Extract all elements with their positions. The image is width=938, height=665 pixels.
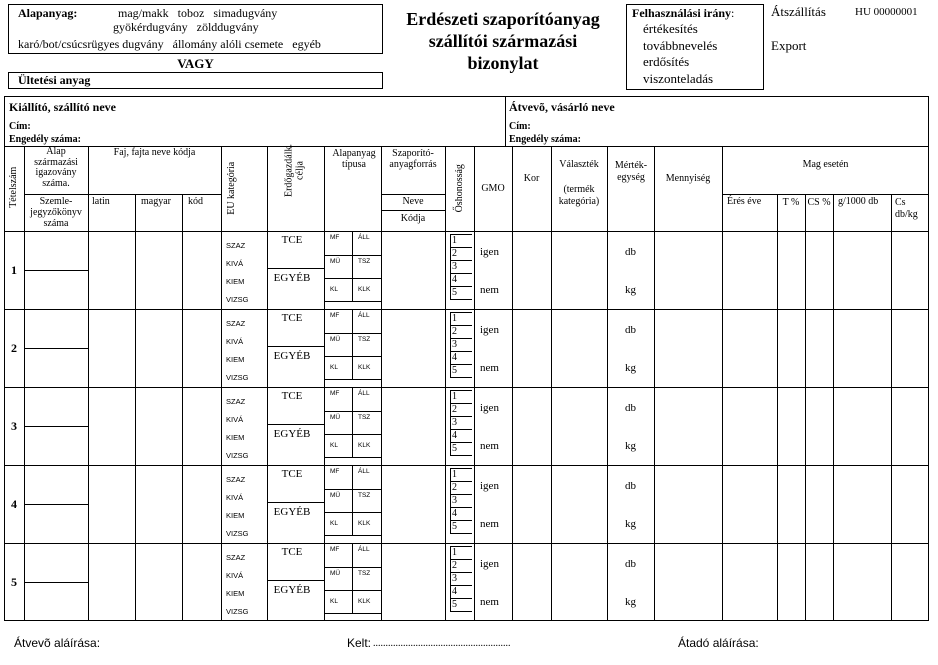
egyeb-option[interactable]: EGYÉB xyxy=(273,584,311,596)
cim-right: Cím: xyxy=(509,121,531,132)
alapanyag-tipus-option[interactable]: ÁLL xyxy=(358,546,370,553)
export-label: Export xyxy=(771,38,807,53)
eu-option[interactable]: KIEM xyxy=(226,355,245,364)
eu-option[interactable]: SZAZ xyxy=(226,319,246,328)
alapanyag-tipus-option[interactable]: MF xyxy=(330,468,340,475)
kiallito-label: Kiállító, szállító neve xyxy=(9,100,116,114)
alapanyag-tipus-option[interactable]: KLK xyxy=(358,364,371,371)
atado-alairasa: Átadó aláírása: xyxy=(678,636,759,650)
atszallitas-label: Átszállítás xyxy=(771,4,826,19)
gmo-nem[interactable]: nem xyxy=(480,440,499,452)
eu-option[interactable]: KIEM xyxy=(226,277,245,286)
alapanyag-tipus-option[interactable]: KL xyxy=(330,286,338,293)
felh-item-3: erdősítés xyxy=(643,54,690,69)
alapanyag-tipus-option[interactable]: MF xyxy=(330,546,340,553)
egyeb-option[interactable]: EGYÉB xyxy=(273,506,311,518)
alapanyag-tipus-option[interactable]: ÁLL xyxy=(358,390,370,397)
oshonossag-option[interactable]: 4 xyxy=(452,586,457,597)
alapanyag-tipus-option[interactable]: KL xyxy=(330,364,338,371)
title-line-1: Erdészeti szaporítóanyag xyxy=(406,9,600,29)
atvevo-label: Átvevõ, vásárló neve xyxy=(509,100,615,114)
alapanyag-tipus-option[interactable]: KLK xyxy=(358,442,371,449)
gmo-igen[interactable]: igen xyxy=(480,480,499,492)
serial-number: HU 00000001 xyxy=(855,6,918,18)
col-szemle: Szemle-jegyzőkönyv száma xyxy=(30,196,82,229)
col-kor: Kor xyxy=(523,173,540,184)
alapanyag-tipus-option[interactable]: ÁLL xyxy=(358,234,370,241)
col-kod: kód xyxy=(188,196,203,207)
oshonossag-option[interactable]: 2 xyxy=(452,560,457,571)
eu-option[interactable]: KIVÁ xyxy=(226,337,244,346)
col-erdogazd: Erdőgazdálk. célja xyxy=(283,143,305,198)
oshonossag-option[interactable]: 5 xyxy=(452,287,457,298)
col-mennyiseg: Mennyiség xyxy=(665,173,711,184)
eu-option[interactable]: KIVÁ xyxy=(226,415,244,424)
unit-kg[interactable]: kg xyxy=(625,362,636,374)
oshonossag-option[interactable]: 3 xyxy=(452,495,457,506)
col-eres-eve: Érés éve xyxy=(727,196,762,207)
gmo-igen[interactable]: igen xyxy=(480,324,499,336)
eu-option[interactable]: VIZSG xyxy=(226,529,249,538)
oshonossag-option[interactable]: 3 xyxy=(452,573,457,584)
oshonossag-option[interactable]: 5 xyxy=(452,599,457,610)
col-t-pct: T % xyxy=(782,197,800,208)
alapanyag-line2: gyökérdugvány zölddugvány xyxy=(113,20,259,34)
eu-option[interactable]: KIVÁ xyxy=(226,571,244,580)
col-g1000: g/1000 db xyxy=(838,196,879,207)
alapanyag-tipus-option[interactable]: KL xyxy=(330,598,338,605)
oshonossag-option[interactable]: 1 xyxy=(452,469,457,480)
title-line-2: szállítói származási xyxy=(428,31,578,51)
alapanyag-tipus-option[interactable]: MÜ xyxy=(330,570,341,577)
eu-option[interactable]: SZAZ xyxy=(226,553,246,562)
alapanyag-label: Alapanyag: xyxy=(18,6,78,20)
alapanyag-tipus-option[interactable]: TSZ xyxy=(358,570,371,577)
egyeb-option[interactable]: EGYÉB xyxy=(273,350,311,362)
alapanyag-tipus-option[interactable]: KLK xyxy=(358,520,371,527)
alapanyag-tipus-option[interactable]: KL xyxy=(330,442,338,449)
col-oshonossag: Őshonosság xyxy=(453,164,465,213)
tce-option[interactable]: TCE xyxy=(281,546,303,558)
alapanyag-tipus-option[interactable]: KL xyxy=(330,520,338,527)
col-latin: latin xyxy=(92,196,110,207)
felh-item-1: értékesítés xyxy=(643,21,698,36)
col-valasztek-1: Választék xyxy=(559,159,599,170)
eu-option[interactable]: KIEM xyxy=(226,589,245,598)
oshonossag-option[interactable]: 5 xyxy=(452,365,457,376)
eu-option[interactable]: SZAZ xyxy=(226,241,246,250)
alapanyag-tipus-option[interactable]: ÁLL xyxy=(358,312,370,319)
alapanyag-tipus-option[interactable]: MÜ xyxy=(330,258,341,265)
col-szaporito: Szaporító-anyagforrás xyxy=(389,148,437,170)
gmo-nem[interactable]: nem xyxy=(480,596,499,608)
col-gmo: GMO xyxy=(481,183,505,194)
felh-item-2: továbbnevelés xyxy=(643,38,718,53)
oshonossag-option[interactable]: 4 xyxy=(452,430,457,441)
oshonossag-option[interactable]: 3 xyxy=(452,261,457,272)
alapanyag-tipus-option[interactable]: ÁLL xyxy=(358,468,370,475)
engedely-right: Engedély száma: xyxy=(509,134,581,145)
gmo-igen[interactable]: igen xyxy=(480,402,499,414)
row-number: 2 xyxy=(11,341,17,355)
oshonossag-option[interactable]: 2 xyxy=(452,404,457,415)
eu-option[interactable]: VIZSG xyxy=(226,607,249,616)
oshonossag-option[interactable]: 1 xyxy=(452,391,457,402)
alapanyag-tipus-option[interactable]: KLK xyxy=(358,286,371,293)
col-faj: Faj, fajta neve kódja xyxy=(113,147,196,158)
eu-option[interactable]: SZAZ xyxy=(226,397,246,406)
gmo-igen[interactable]: igen xyxy=(480,246,499,258)
oshonossag-option[interactable]: 4 xyxy=(452,352,457,363)
oshonossag-option[interactable]: 1 xyxy=(452,547,457,558)
alapanyag-tipus-option[interactable]: MF xyxy=(330,234,340,241)
col-neve: Neve xyxy=(402,196,424,207)
oshonossag-option[interactable]: 1 xyxy=(452,235,457,246)
col-alap-szarmazasi: Alap származási igazovány száma. xyxy=(34,146,78,189)
row-number: 1 xyxy=(11,263,17,277)
unit-kg[interactable]: kg xyxy=(625,596,636,608)
oshonossag-option[interactable]: 5 xyxy=(452,443,457,454)
alapanyag-tipus-option[interactable]: TSZ xyxy=(358,336,371,343)
egyeb-option[interactable]: EGYÉB xyxy=(273,272,311,284)
eu-option[interactable]: VIZSG xyxy=(226,373,249,382)
unit-db[interactable]: db xyxy=(625,402,636,414)
unit-db[interactable]: db xyxy=(625,480,636,492)
eu-option[interactable]: KIEM xyxy=(226,433,245,442)
oshonossag-option[interactable]: 4 xyxy=(452,274,457,285)
eu-option[interactable]: KIEM xyxy=(226,511,245,520)
row-number: 3 xyxy=(11,419,17,433)
engedely-left: Engedély száma: xyxy=(9,134,81,145)
alapanyag-tipus-option[interactable]: TSZ xyxy=(358,258,371,265)
unit-db[interactable]: db xyxy=(625,558,636,570)
ultetesi-label: Ültetési anyag xyxy=(18,73,91,87)
unit-kg[interactable]: kg xyxy=(625,518,636,530)
unit-db[interactable]: db xyxy=(625,324,636,336)
row-number: 4 xyxy=(11,497,17,511)
eu-option[interactable]: VIZSG xyxy=(226,451,249,460)
egyeb-option[interactable]: EGYÉB xyxy=(273,428,311,440)
page-title xyxy=(383,8,623,74)
col-alapanyag-tipusa: Alapanyag típusa xyxy=(332,148,376,170)
felhasznalasi-label xyxy=(632,7,734,19)
col-eu: EU kategória xyxy=(225,161,237,215)
oshonossag-option[interactable]: 5 xyxy=(452,521,457,532)
eu-option[interactable]: KIVÁ xyxy=(226,493,244,502)
oshonossag-option[interactable]: 2 xyxy=(452,326,457,337)
tce-option[interactable]: TCE xyxy=(281,390,303,402)
felh-item-4: viszonteladás xyxy=(643,71,714,86)
col-tetelszam: Tételszám xyxy=(7,166,19,208)
unit-kg[interactable]: kg xyxy=(625,440,636,452)
alapanyag-tipus-option[interactable]: MÜ xyxy=(330,492,341,499)
alapanyag-tipus-option[interactable]: MÜ xyxy=(330,414,341,421)
col-mertek: Mérték-egység xyxy=(614,160,648,183)
oshonossag-option[interactable]: 3 xyxy=(452,417,457,428)
col-cs-pct: CS % xyxy=(807,197,831,208)
eu-option[interactable]: SZAZ xyxy=(226,475,246,484)
gmo-nem[interactable]: nem xyxy=(480,518,499,530)
tce-option[interactable]: TCE xyxy=(281,312,303,324)
tce-option[interactable]: TCE xyxy=(281,468,303,480)
tce-option[interactable]: TCE xyxy=(281,234,303,246)
cim-left: Cím: xyxy=(9,121,31,132)
atvevo-alairasa: Átvevõ aláírása: xyxy=(14,636,101,650)
oshonossag-option[interactable]: 3 xyxy=(452,339,457,350)
gmo-igen[interactable]: igen xyxy=(480,558,499,570)
vagy-label: VAGY xyxy=(177,56,214,71)
unit-db[interactable]: db xyxy=(625,246,636,258)
alapanyag-line1: mag/makk toboz simadugvány xyxy=(118,6,278,20)
col-magyar: magyar xyxy=(141,196,171,207)
alapanyag-line3: karó/bot/csúcsrügyes dugvány állomány alóli csemete egyéb xyxy=(18,37,321,51)
alapanyag-tipus-option[interactable]: TSZ xyxy=(358,492,371,499)
alapanyag-tipus-option[interactable]: MF xyxy=(330,390,340,397)
eu-option[interactable]: VIZSG xyxy=(226,295,249,304)
alapanyag-tipus-option[interactable]: MÜ xyxy=(330,336,341,343)
oshonossag-option[interactable]: 1 xyxy=(452,313,457,324)
col-mag-eseten: Mag esetén xyxy=(802,159,849,170)
gmo-nem[interactable]: nem xyxy=(480,362,499,374)
alapanyag-tipus-option[interactable]: MF xyxy=(330,312,340,319)
kelt-dots[interactable]: ....................................................... xyxy=(373,638,511,649)
oshonossag-option[interactable]: 2 xyxy=(452,248,457,259)
gmo-nem[interactable]: nem xyxy=(480,284,499,296)
alapanyag-tipus-option[interactable]: TSZ xyxy=(358,414,371,421)
col-cs-dbkg: Cs db/kg xyxy=(895,197,918,220)
col-kodja: Kódja xyxy=(400,213,426,224)
eu-option[interactable]: KIVÁ xyxy=(226,259,244,268)
unit-kg[interactable]: kg xyxy=(625,284,636,296)
oshonossag-option[interactable]: 4 xyxy=(452,508,457,519)
felhasznalasi-label-text: Felhasználási irány xyxy=(632,6,732,20)
title-line-3: bizonylat xyxy=(467,53,539,73)
col-valasztek-2: (termék kategória) xyxy=(558,184,600,207)
felhasznalasi-colon: : xyxy=(731,6,735,20)
oshonossag-option[interactable]: 2 xyxy=(452,482,457,493)
row-number: 5 xyxy=(11,575,17,589)
alapanyag-tipus-option[interactable]: KLK xyxy=(358,598,371,605)
kelt-label: Kelt: xyxy=(347,636,372,650)
